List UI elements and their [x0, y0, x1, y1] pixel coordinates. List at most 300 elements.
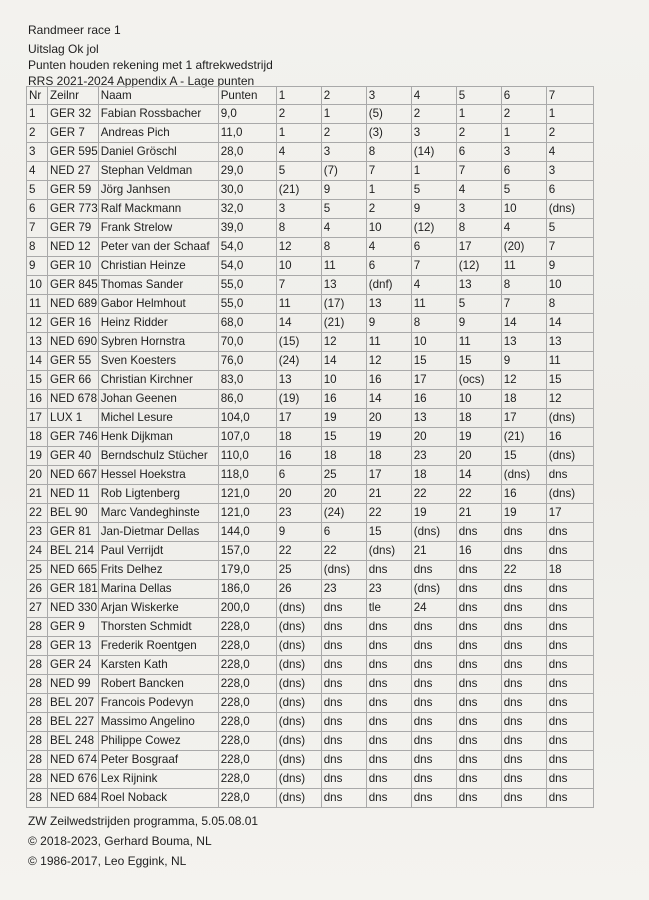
row-race-1-result: 25 — [276, 561, 321, 580]
table-row — [27, 162, 594, 181]
row-race-1-result: 3 — [276, 200, 321, 219]
row-race-2-result: 1 — [321, 105, 366, 124]
row-total-points: 121,0 — [218, 485, 276, 504]
row-race-7-result: dns — [546, 523, 593, 542]
row-race-4-result: dns — [411, 618, 456, 637]
table-row — [27, 257, 594, 276]
row-place: 4 — [27, 162, 48, 181]
row-total-points: 107,0 — [218, 428, 276, 447]
table-row — [27, 371, 594, 390]
row-race-2-result: 19 — [321, 409, 366, 428]
row-race-2-result: (dns) — [321, 561, 366, 580]
row-race-7-result: 6 — [546, 181, 593, 200]
row-race-1-result: 10 — [276, 257, 321, 276]
row-sail-number: NED 689 — [48, 295, 99, 314]
row-race-7-result: 12 — [546, 390, 593, 409]
row-race-4-result: 8 — [411, 314, 456, 333]
row-race-5-result: 15 — [456, 352, 501, 371]
row-sailor-name: Massimo Angelino — [98, 713, 218, 732]
row-race-2-result: 23 — [321, 580, 366, 599]
row-sail-number: NED 11 — [48, 485, 99, 504]
row-sail-number: NED 678 — [48, 390, 99, 409]
row-total-points: 186,0 — [218, 580, 276, 599]
row-race-6-result: 2 — [501, 105, 546, 124]
row-sail-number: GER 746 — [48, 428, 99, 447]
row-total-points: 228,0 — [218, 694, 276, 713]
row-race-4-result: 11 — [411, 295, 456, 314]
row-race-7-result: 5 — [546, 219, 593, 238]
header-race-2: 2 — [321, 87, 366, 105]
row-race-3-result: 9 — [366, 314, 411, 333]
row-total-points: 28,0 — [218, 143, 276, 162]
copyright-bouma: © 2018-2023, Gerhard Bouma, NL — [28, 834, 212, 848]
row-race-7-result: 8 — [546, 295, 593, 314]
row-race-2-result: 5 — [321, 200, 366, 219]
row-sail-number: GER 66 — [48, 371, 99, 390]
row-race-4-result: 1 — [411, 162, 456, 181]
table-row — [27, 219, 594, 238]
row-race-5-result: 6 — [456, 143, 501, 162]
row-place: 1 — [27, 105, 48, 124]
row-race-6-result: 7 — [501, 295, 546, 314]
row-race-2-result: 25 — [321, 466, 366, 485]
row-race-6-result: dns — [501, 732, 546, 751]
row-race-1-result: 7 — [276, 276, 321, 295]
row-race-1-result: 8 — [276, 219, 321, 238]
header-race-6: 6 — [501, 87, 546, 105]
row-race-7-result: 13 — [546, 333, 593, 352]
row-race-3-result: tle — [366, 599, 411, 618]
row-race-7-result: dns — [546, 618, 593, 637]
row-race-1-result: 13 — [276, 371, 321, 390]
row-race-4-result: 21 — [411, 542, 456, 561]
table-row — [27, 618, 594, 637]
row-race-2-result: 13 — [321, 276, 366, 295]
row-race-5-result: 2 — [456, 124, 501, 143]
row-place: 27 — [27, 599, 48, 618]
row-race-5-result: 11 — [456, 333, 501, 352]
row-place: 28 — [27, 770, 48, 789]
row-place: 28 — [27, 656, 48, 675]
table-row — [27, 485, 594, 504]
row-sailor-name: Thorsten Schmidt — [98, 618, 218, 637]
row-race-5-result: dns — [456, 618, 501, 637]
row-race-1-result: (dns) — [276, 675, 321, 694]
row-race-2-result: 3 — [321, 143, 366, 162]
row-sailor-name: Christian Heinze — [98, 257, 218, 276]
row-race-1-result: (dns) — [276, 770, 321, 789]
row-place: 25 — [27, 561, 48, 580]
row-place: 9 — [27, 257, 48, 276]
row-race-3-result: (3) — [366, 124, 411, 143]
row-race-7-result: 17 — [546, 504, 593, 523]
row-race-6-result: dns — [501, 751, 546, 770]
row-race-7-result: dns — [546, 713, 593, 732]
row-race-3-result: 19 — [366, 428, 411, 447]
row-sailor-name: Heinz Ridder — [98, 314, 218, 333]
row-total-points: 83,0 — [218, 371, 276, 390]
row-race-7-result: dns — [546, 637, 593, 656]
row-race-6-result: dns — [501, 542, 546, 561]
row-race-1-result: 14 — [276, 314, 321, 333]
row-place: 28 — [27, 751, 48, 770]
row-race-4-result: (dns) — [411, 580, 456, 599]
row-sail-number: GER 10 — [48, 257, 99, 276]
row-race-6-result: 1 — [501, 124, 546, 143]
row-sail-number: NED 665 — [48, 561, 99, 580]
row-race-3-result: dns — [366, 713, 411, 732]
row-race-5-result: 20 — [456, 447, 501, 466]
row-place: 23 — [27, 523, 48, 542]
table-row — [27, 181, 594, 200]
row-race-3-result: 21 — [366, 485, 411, 504]
row-race-3-result: dns — [366, 675, 411, 694]
row-race-6-result: 5 — [501, 181, 546, 200]
row-sail-number: GER 773 — [48, 200, 99, 219]
row-race-7-result: dns — [546, 694, 593, 713]
row-sail-number: NED 690 — [48, 333, 99, 352]
row-race-2-result: (24) — [321, 504, 366, 523]
row-total-points: 9,0 — [218, 105, 276, 124]
row-sail-number: BEL 214 — [48, 542, 99, 561]
row-race-7-result: dns — [546, 599, 593, 618]
row-race-1-result: 16 — [276, 447, 321, 466]
row-place: 13 — [27, 333, 48, 352]
row-race-1-result: (19) — [276, 390, 321, 409]
copyright-eggink: © 1986-2017, Leo Eggink, NL — [28, 854, 187, 868]
row-total-points: 118,0 — [218, 466, 276, 485]
row-sail-number: NED 684 — [48, 789, 99, 808]
row-race-4-result: 18 — [411, 466, 456, 485]
row-sailor-name: Fabian Rossbacher — [98, 105, 218, 124]
row-race-1-result: 18 — [276, 428, 321, 447]
row-race-3-result: dns — [366, 561, 411, 580]
row-sail-number: GER 79 — [48, 219, 99, 238]
row-race-5-result: 16 — [456, 542, 501, 561]
table-row — [27, 656, 594, 675]
row-race-5-result: 13 — [456, 276, 501, 295]
row-race-2-result: 15 — [321, 428, 366, 447]
row-place: 16 — [27, 390, 48, 409]
row-race-7-result: dns — [546, 770, 593, 789]
row-sailor-name: Berndschulz Stücher — [98, 447, 218, 466]
table-row — [27, 523, 594, 542]
row-race-1-result: 17 — [276, 409, 321, 428]
rules-note: RRS 2021-2024 Appendix A - Lage punten — [28, 74, 255, 88]
row-sail-number: BEL 227 — [48, 713, 99, 732]
row-race-1-result: 4 — [276, 143, 321, 162]
row-race-7-result: 14 — [546, 314, 593, 333]
row-sail-number: NED 676 — [48, 770, 99, 789]
row-total-points: 228,0 — [218, 656, 276, 675]
row-place: 19 — [27, 447, 48, 466]
row-race-1-result: 1 — [276, 124, 321, 143]
row-sail-number: GER 13 — [48, 637, 99, 656]
row-sailor-name: Frits Delhez — [98, 561, 218, 580]
row-race-5-result: 22 — [456, 485, 501, 504]
row-race-5-result: (ocs) — [456, 371, 501, 390]
row-place: 28 — [27, 713, 48, 732]
row-place: 28 — [27, 637, 48, 656]
row-race-3-result: 11 — [366, 333, 411, 352]
row-total-points: 228,0 — [218, 637, 276, 656]
row-race-2-result: 11 — [321, 257, 366, 276]
program-credit: ZW Zeilwedstrijden programma, 5.05.08.01 — [28, 814, 259, 828]
row-race-7-result: dns — [546, 732, 593, 751]
row-race-1-result: 2 — [276, 105, 321, 124]
row-place: 20 — [27, 466, 48, 485]
table-row — [27, 124, 594, 143]
row-race-3-result: 1 — [366, 181, 411, 200]
row-place: 17 — [27, 409, 48, 428]
row-race-7-result: (dns) — [546, 200, 593, 219]
table-row — [27, 314, 594, 333]
table-row — [27, 732, 594, 751]
row-race-7-result: 3 — [546, 162, 593, 181]
table-row — [27, 428, 594, 447]
row-total-points: 228,0 — [218, 732, 276, 751]
row-sailor-name: Sven Koesters — [98, 352, 218, 371]
row-sail-number: GER 16 — [48, 314, 99, 333]
row-sailor-name: Frederik Roentgen — [98, 637, 218, 656]
row-total-points: 228,0 — [218, 618, 276, 637]
points-note: Punten houden rekening met 1 aftrekwedstrijd — [28, 58, 273, 72]
row-race-1-result: (21) — [276, 181, 321, 200]
row-total-points: 157,0 — [218, 542, 276, 561]
row-race-2-result: dns — [321, 789, 366, 808]
row-sail-number: NED 27 — [48, 162, 99, 181]
table-row — [27, 789, 594, 808]
row-race-6-result: 12 — [501, 371, 546, 390]
row-race-1-result: 12 — [276, 238, 321, 257]
row-race-6-result: 22 — [501, 561, 546, 580]
row-total-points: 179,0 — [218, 561, 276, 580]
row-race-6-result: dns — [501, 637, 546, 656]
row-sail-number: BEL 248 — [48, 732, 99, 751]
row-race-5-result: dns — [456, 580, 501, 599]
row-race-2-result: dns — [321, 675, 366, 694]
row-race-7-result: (dns) — [546, 409, 593, 428]
row-race-3-result: (5) — [366, 105, 411, 124]
row-race-1-result: (dns) — [276, 789, 321, 808]
row-total-points: 55,0 — [218, 295, 276, 314]
row-race-6-result: 13 — [501, 333, 546, 352]
row-race-1-result: (dns) — [276, 618, 321, 637]
row-sailor-name: Andreas Pich — [98, 124, 218, 143]
row-sailor-name: Karsten Kath — [98, 656, 218, 675]
row-total-points: 70,0 — [218, 333, 276, 352]
row-sailor-name: Jan-Dietmar Dellas — [98, 523, 218, 542]
row-race-6-result: dns — [501, 580, 546, 599]
row-place: 21 — [27, 485, 48, 504]
row-place: 18 — [27, 428, 48, 447]
row-race-6-result: 16 — [501, 485, 546, 504]
row-race-7-result: 15 — [546, 371, 593, 390]
row-sailor-name: Lex Rijnink — [98, 770, 218, 789]
row-place: 28 — [27, 675, 48, 694]
row-sail-number: GER 32 — [48, 105, 99, 124]
row-total-points: 200,0 — [218, 599, 276, 618]
row-race-5-result: dns — [456, 751, 501, 770]
row-total-points: 29,0 — [218, 162, 276, 181]
table-row — [27, 276, 594, 295]
row-race-1-result: (dns) — [276, 656, 321, 675]
table-row — [27, 390, 594, 409]
row-total-points: 54,0 — [218, 257, 276, 276]
row-sailor-name: Ralf Mackmann — [98, 200, 218, 219]
row-race-5-result: 4 — [456, 181, 501, 200]
row-place: 11 — [27, 295, 48, 314]
row-sail-number: LUX 1 — [48, 409, 99, 428]
row-race-1-result: (15) — [276, 333, 321, 352]
row-race-2-result: 16 — [321, 390, 366, 409]
row-race-7-result: 1 — [546, 105, 593, 124]
row-race-1-result: 20 — [276, 485, 321, 504]
header-race-5: 5 — [456, 87, 501, 105]
row-race-4-result: (12) — [411, 219, 456, 238]
row-total-points: 228,0 — [218, 713, 276, 732]
row-place: 10 — [27, 276, 48, 295]
row-sailor-name: Henk Dijkman — [98, 428, 218, 447]
row-race-6-result: dns — [501, 675, 546, 694]
row-race-4-result: 3 — [411, 124, 456, 143]
row-place: 3 — [27, 143, 48, 162]
row-race-3-result: 17 — [366, 466, 411, 485]
row-total-points: 11,0 — [218, 124, 276, 143]
row-race-4-result: 19 — [411, 504, 456, 523]
row-race-6-result: 19 — [501, 504, 546, 523]
row-total-points: 30,0 — [218, 181, 276, 200]
row-race-5-result: dns — [456, 599, 501, 618]
row-sailor-name: Paul Verrijdt — [98, 542, 218, 561]
table-row — [27, 694, 594, 713]
row-race-4-result: dns — [411, 789, 456, 808]
row-race-6-result: dns — [501, 618, 546, 637]
table-row — [27, 105, 594, 124]
row-race-5-result: 5 — [456, 295, 501, 314]
row-sailor-name: Peter van der Schaaf — [98, 238, 218, 257]
table-row — [27, 200, 594, 219]
header-race-4: 4 — [411, 87, 456, 105]
row-race-7-result: 11 — [546, 352, 593, 371]
row-sail-number: NED 12 — [48, 238, 99, 257]
row-race-6-result: 4 — [501, 219, 546, 238]
row-race-4-result: (dns) — [411, 523, 456, 542]
row-sail-number: GER 24 — [48, 656, 99, 675]
row-total-points: 228,0 — [218, 675, 276, 694]
row-race-6-result: 6 — [501, 162, 546, 181]
row-race-4-result: 17 — [411, 371, 456, 390]
row-race-3-result: dns — [366, 656, 411, 675]
row-sail-number: GER 7 — [48, 124, 99, 143]
row-race-6-result: 14 — [501, 314, 546, 333]
row-place: 28 — [27, 618, 48, 637]
row-race-3-result: 23 — [366, 580, 411, 599]
row-race-3-result: 13 — [366, 295, 411, 314]
row-total-points: 76,0 — [218, 352, 276, 371]
table-row — [27, 333, 594, 352]
row-total-points: 228,0 — [218, 751, 276, 770]
row-sailor-name: Gabor Helmhout — [98, 295, 218, 314]
row-race-5-result: dns — [456, 713, 501, 732]
row-race-6-result: dns — [501, 523, 546, 542]
row-sailor-name: Robert Bancken — [98, 675, 218, 694]
table-row — [27, 504, 594, 523]
row-place: 26 — [27, 580, 48, 599]
row-race-2-result: dns — [321, 770, 366, 789]
row-sail-number: GER 59 — [48, 181, 99, 200]
table-row — [27, 143, 594, 162]
header-race-1: 1 — [276, 87, 321, 105]
row-race-3-result: 7 — [366, 162, 411, 181]
row-race-2-result: 12 — [321, 333, 366, 352]
table-row — [27, 675, 594, 694]
row-total-points: 55,0 — [218, 276, 276, 295]
row-race-1-result: 6 — [276, 466, 321, 485]
row-race-2-result: 9 — [321, 181, 366, 200]
row-sailor-name: Arjan Wiskerke — [98, 599, 218, 618]
table-row — [27, 409, 594, 428]
row-total-points: 104,0 — [218, 409, 276, 428]
row-race-3-result: 15 — [366, 523, 411, 542]
row-race-5-result: dns — [456, 637, 501, 656]
row-race-7-result: dns — [546, 751, 593, 770]
row-place: 28 — [27, 789, 48, 808]
row-race-7-result: 16 — [546, 428, 593, 447]
row-race-1-result: (dns) — [276, 732, 321, 751]
table-row — [27, 770, 594, 789]
row-race-3-result: (dns) — [366, 542, 411, 561]
row-sail-number: GER 845 — [48, 276, 99, 295]
row-race-3-result: dns — [366, 751, 411, 770]
row-race-7-result: 10 — [546, 276, 593, 295]
header-sail-number: Zeilnr — [48, 87, 99, 105]
row-race-5-result: 3 — [456, 200, 501, 219]
row-race-4-result: dns — [411, 751, 456, 770]
row-place: 7 — [27, 219, 48, 238]
row-race-1-result: (dns) — [276, 751, 321, 770]
row-race-5-result: 17 — [456, 238, 501, 257]
row-race-4-result: dns — [411, 561, 456, 580]
row-race-5-result: 18 — [456, 409, 501, 428]
row-place: 8 — [27, 238, 48, 257]
table-row — [27, 561, 594, 580]
row-race-3-result: 22 — [366, 504, 411, 523]
row-sail-number: NED 674 — [48, 751, 99, 770]
row-sail-number: BEL 90 — [48, 504, 99, 523]
row-race-1-result: (dns) — [276, 713, 321, 732]
row-race-6-result: (21) — [501, 428, 546, 447]
row-race-3-result: 4 — [366, 238, 411, 257]
row-sail-number: GER 595 — [48, 143, 99, 162]
row-race-3-result: 12 — [366, 352, 411, 371]
row-sailor-name: Peter Bosgraaf — [98, 751, 218, 770]
row-race-6-result: (dns) — [501, 466, 546, 485]
table-row — [27, 713, 594, 732]
row-sailor-name: Christian Kirchner — [98, 371, 218, 390]
row-race-5-result: dns — [456, 675, 501, 694]
row-race-4-result: 13 — [411, 409, 456, 428]
row-race-5-result: dns — [456, 770, 501, 789]
row-race-1-result: (dns) — [276, 599, 321, 618]
row-place: 24 — [27, 542, 48, 561]
row-race-2-result: 20 — [321, 485, 366, 504]
row-place: 28 — [27, 732, 48, 751]
row-race-5-result: 7 — [456, 162, 501, 181]
row-race-2-result: dns — [321, 599, 366, 618]
row-race-1-result: 9 — [276, 523, 321, 542]
row-race-3-result: 8 — [366, 143, 411, 162]
